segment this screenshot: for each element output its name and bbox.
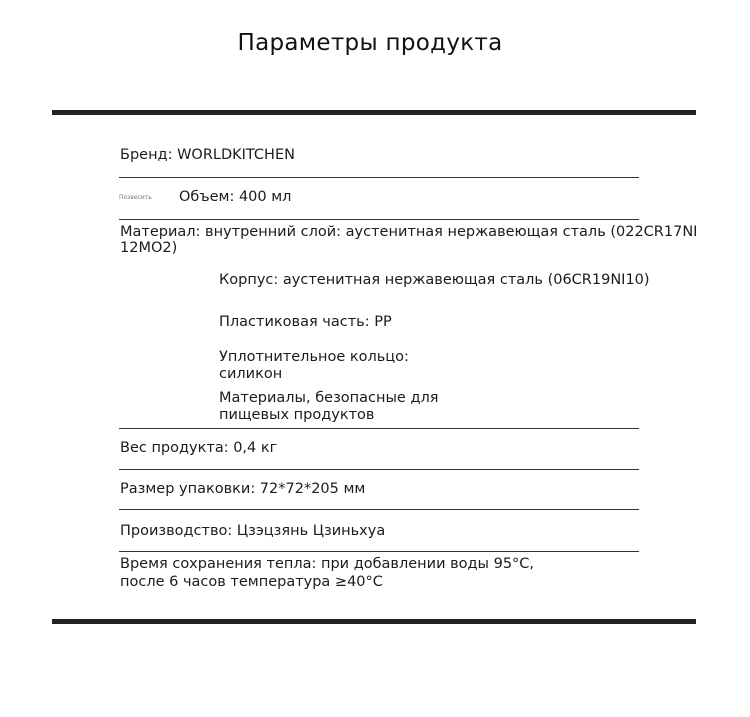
row-divider [119, 551, 639, 552]
page-title: Параметры продукта [237, 30, 503, 56]
seal-ring-text-line2: силикон [219, 366, 283, 382]
food-safe-text-line1: Материалы, безопасные для [219, 390, 439, 406]
heat-retention-text-line1: Время сохранения тепла: при добавлении воды 95°C, [120, 556, 535, 572]
row-divider [119, 219, 639, 220]
seal-ring-text-line1: Уплотнительное кольцо: [219, 349, 409, 365]
top-divider [52, 110, 696, 115]
heat-retention-text-line2: после 6 часов температура ≥40°C [120, 574, 383, 590]
material-text-line1: Материал: внутренний слой: аустенитная нержавеющая сталь (022CR17NI [120, 224, 698, 240]
row-divider [119, 469, 639, 470]
row-divider [119, 509, 639, 510]
material-text-line2: 12MO2) [120, 240, 178, 256]
food-safe-text-line2: пищевых продуктов [219, 407, 375, 423]
bottom-divider [52, 619, 696, 624]
weight-text: Вес продукта: 0,4 кг [120, 440, 278, 456]
small-note-text: Позвесить [119, 194, 152, 201]
package-size-text: Размер упаковки: 72*72*205 мм [120, 481, 366, 497]
brand-text: Бренд: WORLDKITCHEN [120, 147, 295, 163]
row-divider [119, 428, 639, 429]
origin-text: Производство: Цзэцзянь Цзиньхуа [120, 523, 386, 539]
plastic-part-text: Пластиковая часть: PP [219, 314, 392, 330]
volume-text: Объем: 400 мл [179, 189, 292, 205]
row-divider [119, 177, 639, 178]
body-material-text: Корпус: аустенитная нержавеющая сталь (06CR19NI10) [219, 272, 650, 288]
